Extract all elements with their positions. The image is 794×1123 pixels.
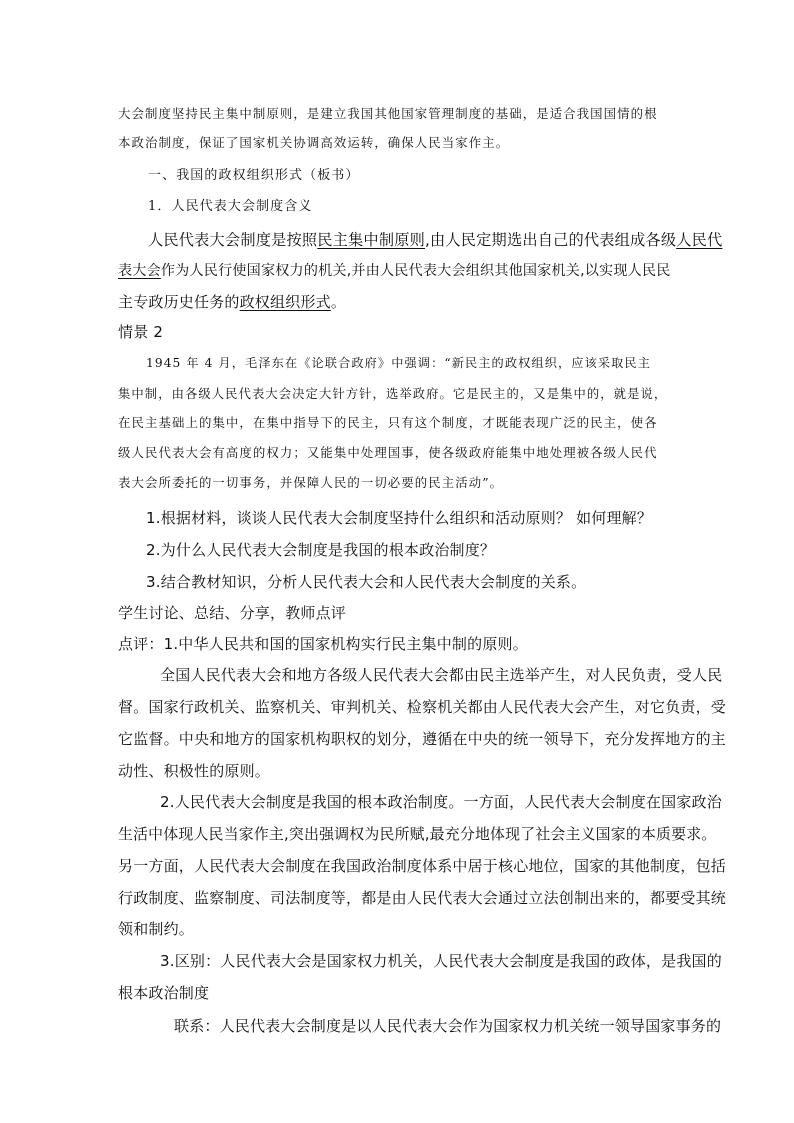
paragraph-line: 本政治制度，保证了国家机关协调高效运转，确保人民当家作主。 bbox=[118, 135, 510, 150]
paragraph-line: 大会制度坚持民主集中制原则，是建立我国其他国家管理制度的基础，是适合我国国情的根 bbox=[118, 106, 658, 121]
comment-line: 另一方面，人民代表大会制度在我国政治制度体系中居于核心地位，国家的其他制度，包括 bbox=[118, 857, 727, 875]
question-item: 1.根据材料，谈谈人民代表大会制度坚持什么组织和活动原则？ 如何理解？ bbox=[146, 509, 653, 527]
comment-line: 根本政治制度 bbox=[118, 984, 210, 1002]
comment-line: 2.人民代表大会制度是我国的根本政治制度。一方面，人民代表大会制度在国家政治 bbox=[160, 793, 722, 811]
definition-text: 人民代表大会制度是按照 bbox=[148, 231, 318, 249]
comment-heading: 点评：1.中华人民共和国的国家机构实行民主集中制的原则。 bbox=[118, 635, 528, 653]
quote-line: 在民主基础上的集中，在集中指导下的民主，只有这个制度，才既能表现广泛的民主，使各 bbox=[118, 415, 658, 430]
comment-line: 督。国家行政机关、监察机关、审判机关、检察机关都由人民代表大会产生，对它负责，受 bbox=[118, 698, 727, 716]
quote-line: 级人民代表大会有高度的权力；又能集中处理国事，使各级政府能集中地处理被各级人民代 bbox=[118, 445, 658, 460]
quote-line: 1945 年 4 月，毛泽东在《论联合政府》中强调：“新民主的政权组织，应该采取民主 bbox=[146, 356, 652, 370]
definition-text: 作为人民行使国家权力的机关,并由人民代表大会组织其他国家机关,以实现人民民 bbox=[160, 263, 671, 279]
comment-line: 3.区别：人民代表大会是国家权力机关，人民代表大会制度是我国的政体，是我国的 bbox=[160, 952, 722, 970]
quote-line: 集中制，由各级人民代表大会决定大针方针，选举政府。它是民主的，又是集中的，就是说， bbox=[118, 387, 668, 401]
comment-line: 领和制约。 bbox=[118, 920, 195, 938]
comment-line: 动性、积极性的原则。 bbox=[118, 762, 271, 780]
section-heading: 一、我国的政权组织形式（板书） bbox=[148, 168, 360, 183]
term-peoples-congress-cont: 表大会 bbox=[118, 263, 161, 279]
subsection-heading: 1．人民代表大会制度含义 bbox=[148, 199, 313, 214]
definition-text: 。 bbox=[330, 293, 347, 311]
comment-line: 它监督。中央和地方的国家机构职权的划分，遵循在中央的统一领导下，充分发挥地方的主 bbox=[118, 730, 727, 748]
comment-line: 全国人民代表大会和地方各级人民代表大会都由民主选举产生，对人民负责，受人民 bbox=[160, 666, 723, 684]
definition-line bbox=[118, 260, 671, 280]
definition-text: 主专政历史任务的 bbox=[118, 293, 240, 311]
quote-line: 表大会所委托的一切事务，并保障人民的一切必要的民主活动”。 bbox=[118, 475, 504, 490]
comment-line: 行政制度、监察制度、司法制度等，都是由人民代表大会通过立法创制出来的，都要受其统 bbox=[118, 889, 727, 907]
term-peoples-congress: 人民代 bbox=[676, 231, 723, 249]
discussion-note: 学生讨论、总结、分享，教师点评 bbox=[118, 604, 347, 622]
relation-line: 联系：人民代表大会制度是以人民代表大会作为国家权力机关统一领导国家事务的 bbox=[174, 1017, 722, 1035]
scene-label: 情景 2 bbox=[118, 323, 164, 341]
comment-line: 生活中体现人民当家作主,突出强调权为民所赋,最充分地体现了社会主义国家的本质要求。 bbox=[118, 825, 717, 843]
question-item: 3.结合教材知识，分析人民代表大会和人民代表大会制度的关系。 bbox=[146, 573, 587, 591]
definition-line bbox=[118, 291, 346, 312]
definition-text: ,由人民定期选出自己的代表组成各级 bbox=[424, 231, 677, 249]
term-democratic-centralism: 民主集中制原则 bbox=[317, 231, 425, 249]
question-item: 2.为什么人民代表大会制度是我国的根本政治制度？ bbox=[146, 541, 496, 559]
term-regime-form: 政权组织形式 bbox=[239, 293, 331, 311]
definition-line bbox=[148, 229, 722, 250]
